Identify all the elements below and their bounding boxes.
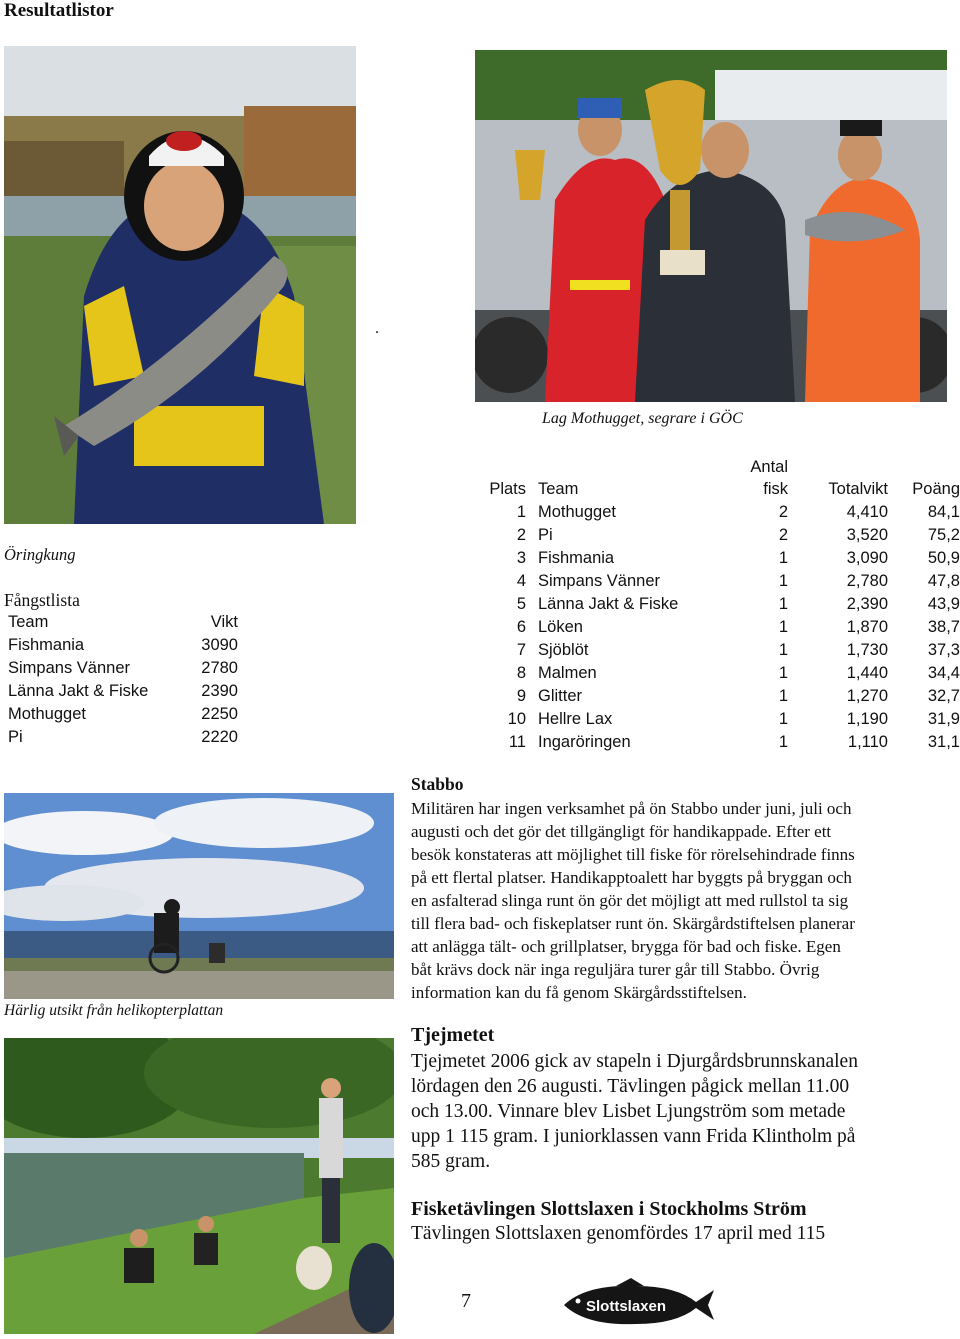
section-body-stabbo [411,797,956,1004]
catch-cell-vikt: 2250 [201,705,238,723]
stabbo-line: augusti och det gör det tillgängligt för handikappade. Efter ett [411,822,832,841]
cell-totalvikt: 2,390 [846,595,888,613]
cell-plats: 1 [516,503,526,521]
cell-antal: 1 [778,733,788,751]
caption-winning-team: Lag Mothugget, segrare i GÖC [542,410,743,427]
stabbo-line: en asfalterad slinga runt ön gör det möjligt att med rullstol ta sig [411,891,849,910]
stabbo-line: besök konstateras att möjlighet till fiske för rörelsehindrade finns [411,845,855,864]
results-row [478,687,960,710]
header-team: Team [538,480,579,498]
section-body-slottslaxen: Tävlingen Slottslaxen genomfördes 17 april med 115 [411,1223,826,1244]
results-row [478,595,960,618]
logo-text: Slottslaxen [586,1298,667,1315]
cell-team: Simpans Vänner [538,572,660,590]
stabbo-line: Militären har ingen verksamhet på ön Stabbo under juni, juli och [411,799,852,818]
cell-poang: 84,1 [927,503,960,521]
cell-poang: 34,4 [927,664,960,682]
stabbo-line: att anlägga tält- och grillplatser, brygga för bad och fiske. Egen [411,937,841,956]
cell-totalvikt: 1,270 [846,687,888,705]
cell-plats: 5 [516,595,526,613]
caption-helipad: Härlig utsikt från helikopterplattan [4,1002,224,1019]
cell-plats: 11 [508,733,526,751]
cell-team: Glitter [538,687,583,705]
catch-row [8,659,240,682]
results-row [478,664,960,687]
cell-poang: 31,9 [927,710,960,728]
catch-cell-vikt: 3090 [201,636,238,654]
catch-row [8,682,240,705]
header-antal-top: Antal [750,458,788,476]
cell-totalvikt: 3,520 [846,526,888,544]
cell-poang: 37,3 [927,641,960,659]
tjejmetet-line: och 13.00. Vinnare blev Lisbet Ljungström som metade [411,1101,846,1122]
cell-antal: 1 [778,641,788,659]
photo-canal-fishing [4,1038,394,1334]
results-table [478,458,960,756]
stray-dot: . [375,320,379,337]
tjejmetet-line: upp 1 115 gram. I juniorklassen vann Frida Klintholm på [411,1126,856,1147]
section-body-tjejmetet [411,1049,921,1174]
results-row [478,503,960,526]
cell-team: Löken [538,618,583,636]
catch-table [8,613,240,751]
catch-row [8,636,240,659]
cell-antal: 2 [778,526,788,544]
cell-poang: 75,2 [927,526,960,544]
header-poang: Poäng [912,480,960,498]
catch-cell-vikt: 2780 [201,659,238,677]
results-row [478,549,960,572]
cell-totalvikt: 1,190 [846,710,888,728]
results-row [478,641,960,664]
cell-totalvikt: 1,440 [846,664,888,682]
cell-plats: 9 [516,687,526,705]
catch-cell-vikt: 2390 [201,682,238,700]
tjejmetet-line: lördagen den 26 augusti. Tävlingen pågick mellan 11.00 [411,1076,850,1097]
caption-oringkung: Öringkung [4,545,76,564]
results-row [478,572,960,595]
results-row [478,733,960,756]
cell-team: Malmen [538,664,597,682]
catch-cell-team: Mothugget [8,705,86,723]
catch-cell-team: Simpans Vänner [8,659,130,677]
page-heading: Resultatlistor [4,0,114,21]
cell-plats: 7 [516,641,526,659]
results-row [478,710,960,733]
results-header-top [478,458,960,480]
cell-antal: 1 [778,687,788,705]
catch-cell-vikt: 2220 [201,728,238,746]
cell-plats: 8 [516,664,526,682]
cell-antal: 1 [778,710,788,728]
catch-row [8,728,240,751]
stabbo-line: till flera bad- och fiskeplatser runt ön. Skärgårdstiftelsen planerar [411,914,855,933]
cell-poang: 43,9 [927,595,960,613]
cell-plats: 6 [516,618,526,636]
catch-list-title: Fångstlista [4,590,80,610]
page-number: 7 [461,1290,471,1312]
cell-team: Fishmania [538,549,615,567]
stabbo-line: information kan du få genom Skärgårdsstiftelsen. [411,983,747,1002]
photo-winning-team [475,50,947,402]
cell-team: Hellre Lax [538,710,613,728]
cell-poang: 31,1 [927,733,960,751]
section-title-tjejmetet: Tjejmetet [411,1024,495,1046]
results-row [478,618,960,641]
cell-totalvikt: 2,780 [846,572,888,590]
cell-totalvikt: 1,730 [846,641,888,659]
cell-poang: 50,9 [927,549,960,567]
cell-team: Länna Jakt & Fiske [538,595,679,613]
tjejmetet-line: 585 gram. [411,1151,491,1172]
slottslaxen-logo [556,1276,716,1334]
header-plats: Plats [489,480,526,498]
stabbo-line: på ett flertal platser. Handikapptoalett har byggts på bryggan och [411,868,852,887]
results-header [478,480,960,503]
cell-antal: 1 [778,618,788,636]
cell-antal: 1 [778,664,788,682]
header-totalvikt: Totalvikt [828,480,888,498]
cell-plats: 2 [516,526,526,544]
cell-team: Pi [538,526,553,544]
results-row [478,526,960,549]
cell-totalvikt: 4,410 [846,503,888,521]
header-antal-bottom: fisk [763,480,788,498]
catch-header-team: Team [8,613,49,631]
cell-totalvikt: 1,110 [847,733,888,751]
catch-cell-team: Länna Jakt & Fiske [8,682,149,700]
photo-trout-angler [4,46,356,524]
cell-team: Sjöblöt [538,641,589,659]
catch-cell-team: Fishmania [8,636,85,654]
cell-plats: 10 [507,710,526,728]
catch-cell-team: Pi [8,728,23,746]
cell-antal: 1 [778,595,788,613]
section-title-slottslaxen: Fisketävlingen Slottslaxen i Stockholms Ström [411,1198,807,1220]
catch-row [8,705,240,728]
section-title-stabbo: Stabbo [411,774,464,794]
cell-antal: 1 [778,549,788,567]
cell-plats: 3 [516,549,526,567]
stabbo-line: båt krävs dock när inga reguljära turer går till Stabbo. Övrig [411,960,820,979]
cell-antal: 1 [778,572,788,590]
cell-poang: 32,7 [927,687,960,705]
cell-poang: 47,8 [927,572,960,590]
cell-poang: 38,7 [927,618,960,636]
photo-helipad-view [4,793,394,999]
cell-plats: 4 [516,572,526,590]
catch-header [8,613,240,636]
cell-totalvikt: 1,870 [846,618,888,636]
cell-totalvikt: 3,090 [846,549,888,567]
cell-team: Mothugget [538,503,616,521]
cell-antal: 2 [778,503,788,521]
catch-header-vikt: Vikt [210,613,238,631]
cell-team: Ingaröringen [538,733,631,751]
tjejmetet-line: Tjejmetet 2006 gick av stapeln i Djurgårdsbrunnskanalen [411,1051,858,1072]
